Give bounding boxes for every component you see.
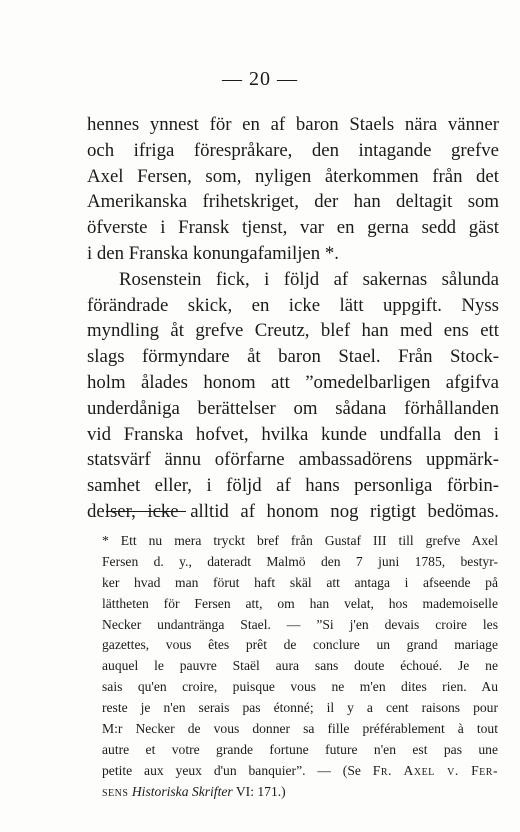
footnote	[102, 531, 498, 803]
footnote-line: * Ett nu mera tryckt bref från Gustaf III till grefve Axel	[102, 533, 498, 548]
footnote-line: sais qu'en croire, puisque vous ne m'en dites rien. Au	[102, 679, 498, 695]
body-line: underdåniga berättelser om sådana förhållanden	[87, 397, 499, 419]
body-line: öfverste i Fransk tjenst, var en gerna sedd gäst	[87, 217, 499, 239]
footnote-line	[102, 782, 498, 803]
citation-reference: VI: 171.)	[235, 783, 286, 799]
body-line: slags förmyndare åt baron Stael. Från Stock-	[87, 346, 499, 368]
body-line: myndling åt grefve Creutz, blef han med ens ett	[87, 320, 499, 342]
body-line: hennes ynnest för en af baron Staels nära vänner	[87, 114, 499, 135]
footnote-line: reste je n'en serais pas étonné; il y a cent raisons pour	[102, 700, 498, 716]
footnote-line: ker hvad man förut haft skäl att antaga i afseende på	[102, 574, 498, 590]
footnote-line: M:r Necker de vous donner sa fille préférablement à tout	[102, 721, 498, 737]
footnote-rule	[106, 511, 186, 512]
body-line: Axel Fersen, som, nyligen återkommen från det	[87, 165, 499, 187]
citation-work-title: Historiska Skrifter	[131, 783, 233, 799]
body-line: förändrade skick, en icke lätt uppgift. Nyss	[87, 294, 499, 316]
body-line: statsvärf ännu oförfarne ambassadörens uppmärk-	[87, 449, 499, 471]
body-line: samhet eller, i följd af hans personliga förbin-	[87, 475, 499, 497]
body-line: i den Franska konungafamiljen *.	[87, 242, 339, 264]
citation-author-cont: sens	[102, 783, 129, 799]
body-line: holm ålades honom att ”omedelbarligen afgifva	[87, 371, 499, 393]
footnote-line: gazettes, vous êtes prêt de conclure un grand mariage	[102, 637, 498, 653]
footnote-line: Necker undantränga Stael. — ”Si j'en devais croire les	[102, 616, 498, 632]
footnote-line-text: petite aux yeux d'un banquier”. — (Se	[102, 762, 361, 778]
footnote-line: auquel le pauvre Staël aura sans doute échoué. Je ne	[102, 658, 498, 674]
footnote-line: Fersen d. y., dateradt Malmö den 7 juni 1785, bestyr-	[102, 553, 498, 569]
footnote-line	[102, 761, 498, 782]
page-number: — 20 —	[222, 68, 298, 90]
body-line: Rosenstein fick, i följd af sakernas sålunda	[119, 268, 499, 290]
footnote-line: lättheten för Fersen att, om han velat, hos mademoiselle	[102, 595, 498, 611]
footnote-line: autre et votre grande fortune future n'en est pas une	[102, 741, 498, 757]
body-line: och ifriga förespråkare, den intagande grefve	[87, 139, 499, 161]
body-text	[87, 112, 499, 525]
body-line: Amerikanska frihetskriget, der han deltagit som	[87, 191, 499, 213]
citation-author: Fr. Axel v. Fer-	[372, 762, 498, 778]
body-line: vid Franska hofvet, hvilka kunde undfalla den i	[87, 423, 499, 445]
body-line: delser, icke alltid af honom nog rigtigt bedömas.	[87, 500, 499, 522]
